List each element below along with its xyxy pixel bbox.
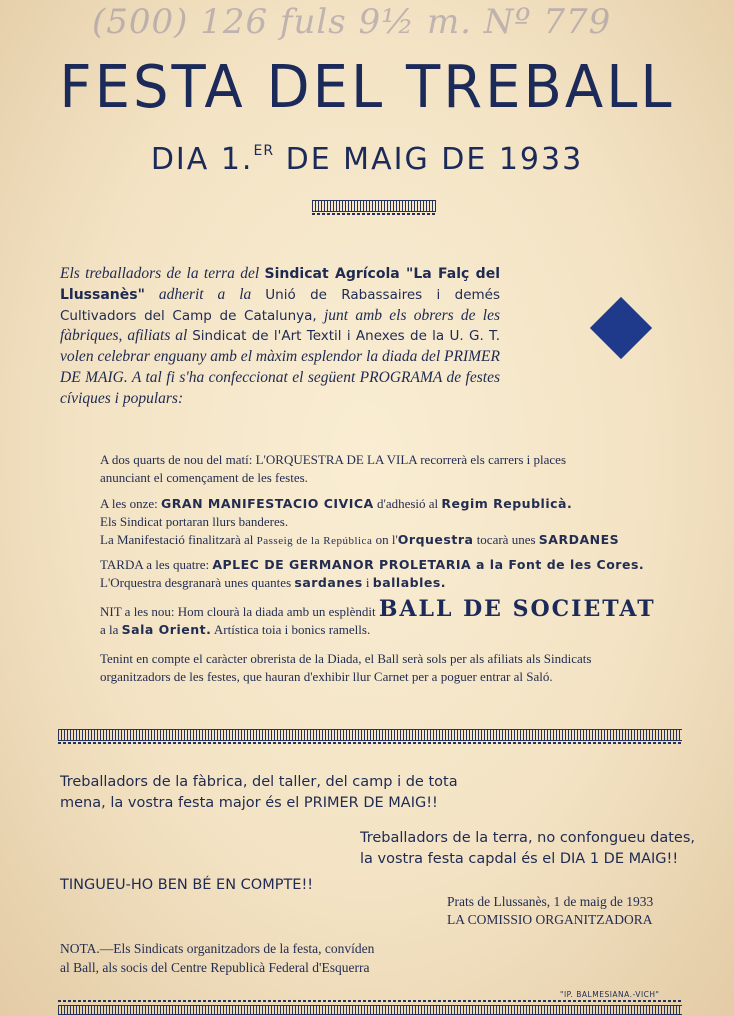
program-line: anunciant el començament de les festes. [100,470,308,485]
program-text: TARDA a les quatre: [100,557,210,572]
call-line: la vostra festa capdal és el DIA 1 DE MAIG!! [360,851,679,867]
call-line: Treballadors de la terra, no confongueu dates, [360,830,696,846]
program-line [100,556,690,574]
program-text: tocarà unes [476,532,536,547]
program-highlight: sardanes [294,575,363,590]
intro-s5: junt amb els obrers de les fàbriques, afiliats al [60,306,500,345]
program-item-night [100,596,690,639]
program-place: Passeig de la República [256,535,373,547]
date-day: DIA 1. [150,142,254,177]
intro-s6: Sindicat de l'Art Textil i Anexes de la U. G. T. [192,328,500,345]
program-line [100,531,690,550]
program-item-eleven [100,495,690,550]
program-highlight: Sala Orient. [121,622,212,637]
call-to-workers [60,772,480,814]
program-text: d'adhesió al [376,496,439,511]
printer-mark: "IP. BALMESIANA.-VICH" [560,990,660,999]
program-text: i [365,575,370,590]
program-note [100,650,690,686]
program-text: Artística toia i bonics ramells. [213,622,371,637]
program-line: Els Sindicat portaran llurs banderes. [100,514,289,529]
poster-title: FESTA DEL TREBALL [59,53,675,122]
program-text: La Manifestació finalitzarà al [100,532,254,547]
ornamental-rule-middle [58,729,682,745]
program-item-afternoon [100,556,690,592]
program-text: NIT a les nou: Hom clourà la diada amb un esplèndit [100,604,376,619]
program-highlight: SARDANES [538,532,620,547]
program-line [100,495,690,513]
program-highlight: APLEC DE GERMANOR PROLETARIA a la Font de les Cores. [212,557,645,572]
program-highlight: GRAN MANIFESTACIO CIVICA [161,496,374,511]
call-line: Treballadors de la fàbrica, del taller, del camp i de tota [60,774,458,790]
ball-title: BALL DE SOCIETAT [378,596,656,622]
program-text: a la [100,622,119,637]
intro-paragraph [60,264,500,410]
program-item-morning [100,451,690,487]
intro-s4: Unió de Rabassaires i demés Cultivadors del Camp de Catalunya, [60,286,501,324]
signature-block [447,893,707,929]
intro-union-name: Sindicat Agrícola "La Falç del Llussanès" [60,266,501,303]
date-ordinal: ER [253,143,275,159]
program-line: organitzadors de les festes, que hauran d'exhibir llur Carnet per a poguer entrar al Saló. [100,669,553,684]
program-text: on l' [375,532,398,547]
intro-s1: Els treballadors de la terra del [60,265,260,282]
call-to-land-workers [360,828,700,870]
program-line [100,621,690,639]
ornamental-rule-bottom [58,1000,682,1016]
program-text: L'Orquestra desgranarà unes quantes [100,575,292,590]
date-rest: DE MAIG DE 1933 [285,142,584,177]
nota-block [60,939,440,977]
program-text: A les onze: [100,496,158,511]
reminder-text: TINGUEU-HO BEN BÉ EN COMPTE!! [60,877,314,893]
program-highlight: Orquestra [397,532,474,547]
ornamental-rule-top [312,200,436,216]
program-highlight: ballables. [372,575,447,590]
intro-s7: volen celebrar enguany amb el màxim esplendor la diada del PRIMER DE MAIG. A tal fi s'ha confeccionat el següent PROGRAMA de festes cíviques i populars: [60,348,500,407]
program-highlight: Regim Republicà. [441,496,573,511]
call-line: mena, la vostra festa major és el PRIMER DE MAIG!! [60,795,438,811]
pencil-annotation: (500) 126 fuls 9½ m. Nº 779 [92,2,612,42]
program-line: A dos quarts de nou del matí: L'ORQUESTRA DE LA VILA recorrerà els carrers i places [100,452,567,467]
place-date: Prats de Llussanès, 1 de maig de 1933 [447,894,654,909]
nota-line: al Ball, als socis del Centre Republicà Federal d'Esquerra [60,960,370,975]
committee-name: LA COMISSIO ORGANITZADORA [447,912,653,927]
program-line [100,596,690,622]
intro-s3: adherit a la [158,285,252,303]
poster-date [0,142,734,177]
nota-line: NOTA.—Els Sindicats organitzadors de la festa, convíden [60,941,375,956]
program-line: Tenint en compte el caràcter obrerista de la Diada, el Ball serà sols per als afiliats als Sindicats [100,651,592,666]
program-line [100,574,690,592]
